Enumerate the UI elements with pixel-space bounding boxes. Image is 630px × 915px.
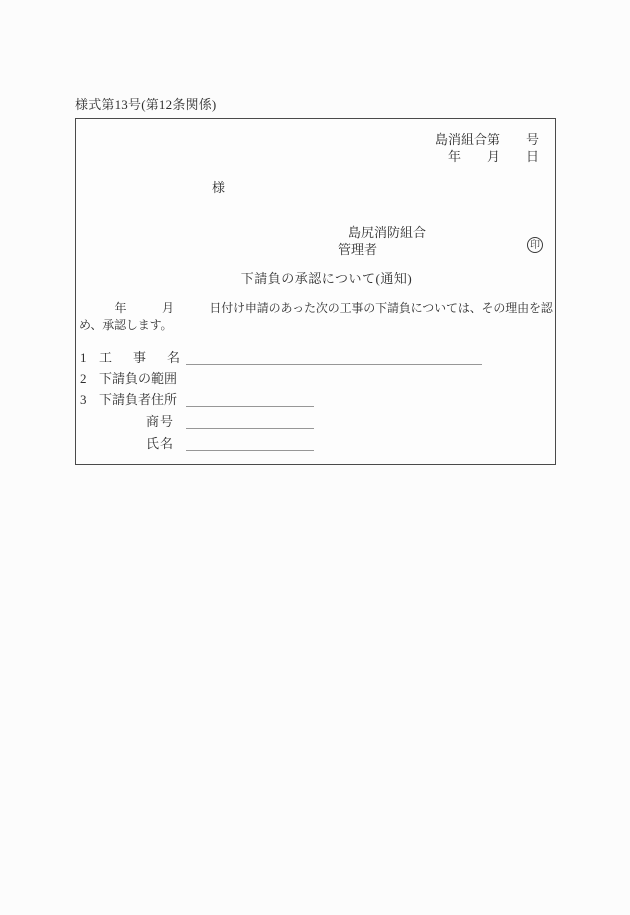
document-number-line: 島消組合第 号 xyxy=(434,132,539,147)
fill-in-line xyxy=(186,415,314,429)
issuer-role: 管理者 xyxy=(338,242,378,257)
form-item-trade-name xyxy=(76,415,555,431)
item-label: 商号 xyxy=(145,414,174,429)
body-paragraph xyxy=(79,300,553,334)
item-number: 3 xyxy=(80,392,87,407)
document-title: 下請負の承認について(通知) xyxy=(240,271,413,286)
issuer-organization: 島尻消防組合 xyxy=(348,225,427,240)
item-number: 1 xyxy=(80,350,87,365)
document-date-line: 年 月 日 xyxy=(447,149,539,164)
fill-in-line xyxy=(186,351,482,365)
form-item-subcontractor-address xyxy=(76,393,555,409)
fill-in-line xyxy=(186,437,314,451)
form-item-subcontract-scope xyxy=(76,372,555,388)
item-label: 下請負の範囲 xyxy=(99,371,178,386)
body-line-2: め、承認します。 xyxy=(79,318,173,332)
item-number: 2 xyxy=(80,371,87,386)
body-line-1: 年 月 日付け申請のあった次の工事の下請負については、その理由を認 xyxy=(79,301,553,315)
item-label: 工 事 名 xyxy=(99,350,185,365)
form-item-person-name xyxy=(76,437,555,453)
form-number-label: 様式第13号(第12条関係) xyxy=(75,97,217,112)
addressee-label: 様 xyxy=(212,180,226,195)
form-border-box xyxy=(75,118,556,465)
item-label: 下請負者住所 xyxy=(99,392,178,407)
document-header-block xyxy=(76,131,539,165)
fill-in-line xyxy=(186,393,314,407)
form-item-construction-name xyxy=(76,351,555,367)
seal-stamp-icon: 印 xyxy=(527,237,543,253)
item-label: 氏名 xyxy=(145,436,174,451)
